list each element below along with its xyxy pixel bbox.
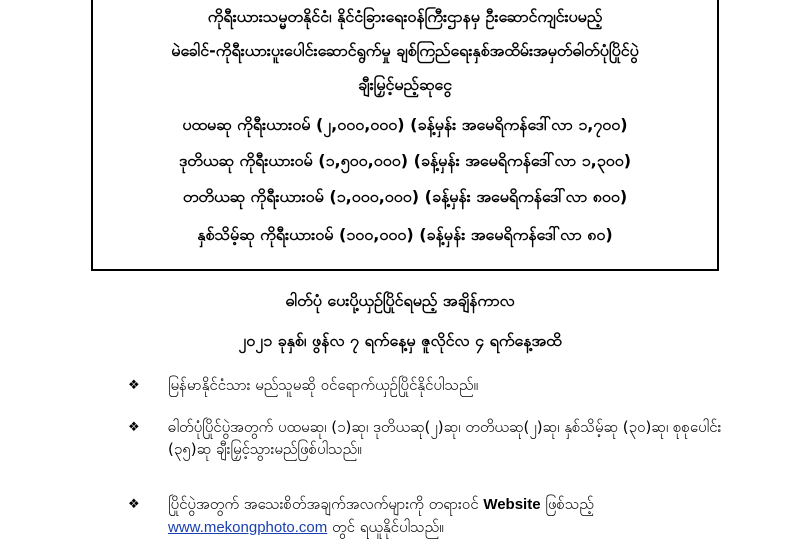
website-link[interactable]: www.mekongphoto.com [168, 519, 328, 536]
period-heading: ဓါတ်ပုံ ပေးပို့ယှဉ်ပြိုင်ရမည့် အချိန်ကာလ [285, 291, 515, 310]
details-text-before: ပြိုင်ပွဲအတွက် အသေးစိတ်အချက်အလက်များကို တရားဝင် [168, 495, 479, 513]
bullet-icon: ❖ [128, 497, 140, 512]
bullet-icon: ❖ [128, 378, 140, 393]
eligibility-text: မြန်မာနိုင်ငံသား မည်သူမဆို ဝင်ရောက်ယှဉ်ပြိုင်နိုင်ပါသည်။ [168, 376, 479, 394]
website-word: Website [483, 496, 541, 513]
award-count-text: ဓါတ်ပုံပြိုင်ပွဲအတွက် ပထမဆု၊ (၁)ဆု၊ ဒုတိယဆု(၂)ဆု၊ တတိယဆု(၂)ဆု၊ နှစ်သိမ့်ဆု (၃၀)ဆု၊ စုစုပေါင်း (၃၅)ဆု ချီးမြှင့်သွားမည်ဖြစ်ပါသည်။ [168, 418, 722, 458]
prize-heading: ချီးမြှင့်မည့်ဆုငွေ [358, 75, 452, 94]
second-prize: ဒုတိယဆု ကိုရီးယားဝမ် (၁,၅၀၀,၀၀၀) (ခန့်မှန်း အမေရိကန်ဒေါ်လာ ၁,၃၀၀) [178, 151, 632, 170]
first-prize: ပထမဆု ကိုရီးယားဝမ် (၂,၀၀၀,၀၀၀) (ခန့်မှန်း အမေရိကန်ဒေါ်လာ ၁,၇၀၀) [182, 115, 628, 134]
consolation-prize: နှစ်သိမ့်ဆု ကိုရီးယားဝမ် (၁၀၀,၀၀၀) (ခန့်မှန်း အမေရိကန်ဒေါ်လာ ၈၀) [197, 225, 613, 244]
period-dates: ၂၀၂၁ ခုနှစ်၊ ဖွန်လ ၇ ရက်နေ့မှ ဇူလိုင်လ ၄ ရက်နေ့အထိ [238, 331, 562, 350]
details-text-after: ဖြစ်သည့် [545, 495, 594, 513]
details-text [168, 493, 733, 539]
prize-box [91, 0, 719, 271]
link-suffix: တွင် ရယူနိုင်ပါသည်။ [332, 518, 444, 536]
contest-title: မဲခေါင်-ကိုရီးယားပူးပေါင်းဆောင်ရွက်မှု ချစ်ကြည်ရေးနှစ်အထိမ်းအမှတ်ဓါတ်ပုံပြိုင်ပွဲ [171, 41, 639, 60]
organizer-line: ကိုရီးယားသမ္မတနိုင်ငံ၊ နိုင်ငံခြားရေးဝန်ကြီးဌာနမှ ဦးဆောင်ကျင်းပမည့် [207, 7, 603, 26]
third-prize: တတိယဆု ကိုရီးယားဝမ် (၁,၀၀၀,၀၀၀) (ခန့်မှန်း အမေရိကန်ဒေါ်လာ ၈၀၀) [182, 187, 628, 206]
bullet-icon: ❖ [128, 420, 140, 435]
